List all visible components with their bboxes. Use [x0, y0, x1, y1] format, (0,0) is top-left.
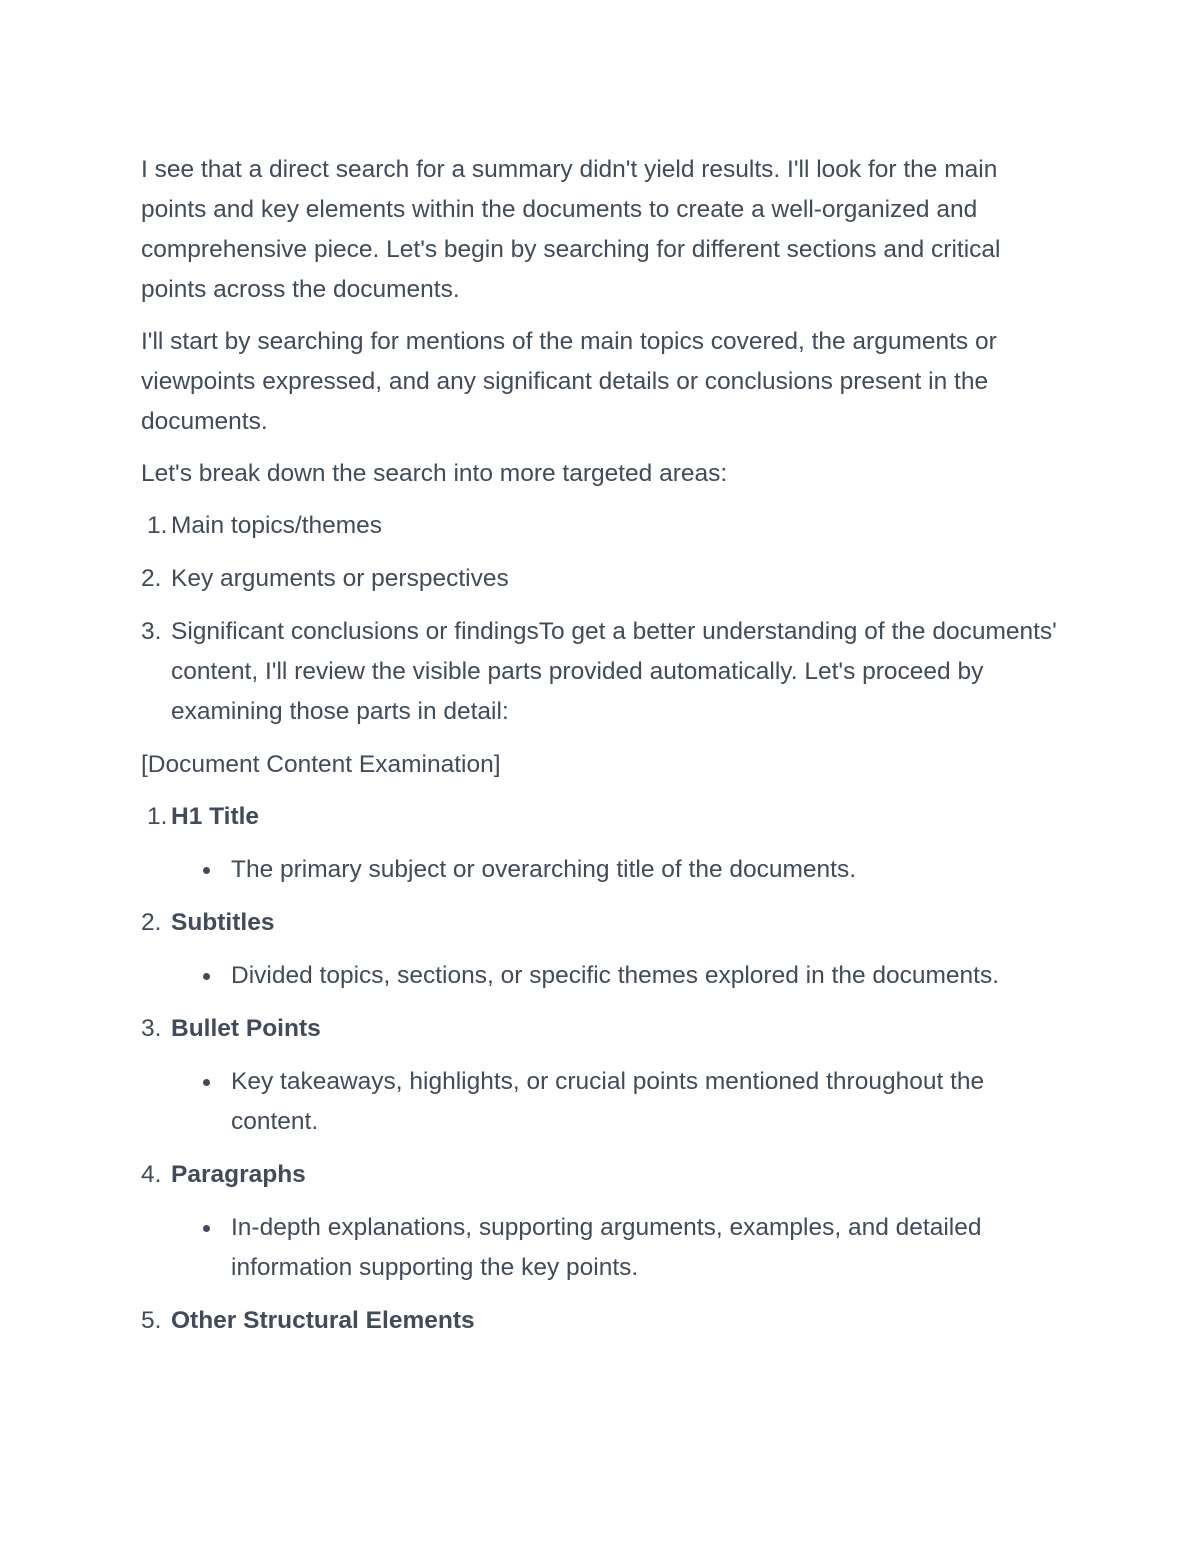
list-number: 3.: [141, 1015, 162, 1042]
list-item-text: Significant conclusions or findingsTo get a better understanding of the documents' content, I'll review the visible parts provided automatically. Let's proceed by examining those parts in detail:: [171, 618, 1057, 725]
list-number: 2.: [141, 909, 162, 936]
bullet-dot: [203, 867, 210, 874]
search-plan-paragraph: I'll start by searching for mentions of the main topics covered, the arguments or viewpoints expressed, and any significant details or conclusions present in the documents.: [141, 328, 997, 435]
element-title: Subtitles: [171, 909, 275, 936]
bullet-dot: [203, 973, 210, 980]
list-number: 2.: [141, 565, 162, 592]
bullet-item: [171, 956, 1061, 996]
list-item: [141, 1155, 1061, 1288]
bullet-dot: [203, 1079, 210, 1086]
element-title: Paragraphs: [171, 1161, 306, 1188]
list-item: [141, 903, 1061, 996]
bullet-text: The primary subject or overarching title of the documents.: [231, 856, 857, 883]
list-number: 1.: [147, 512, 168, 539]
bullet-text: In-depth explanations, supporting arguments, examples, and detailed information supporting the key points.: [231, 1214, 982, 1281]
list-item-text: Key arguments or perspectives: [171, 565, 509, 592]
bullet-item: [171, 850, 1061, 890]
list-item: [141, 1009, 1061, 1142]
list-item: [141, 797, 1061, 890]
list-item: [141, 1301, 1061, 1341]
bullet-text: Divided topics, sections, or specific themes explored in the documents.: [231, 962, 1000, 989]
element-title: Bullet Points: [171, 1015, 321, 1042]
document-page: [141, 150, 1061, 1354]
search-areas-list: [141, 506, 1061, 732]
bullet-item: [171, 1062, 1061, 1142]
list-number: 4.: [141, 1161, 162, 1188]
element-title: Other Structural Elements: [171, 1307, 475, 1334]
list-number: 5.: [141, 1307, 162, 1334]
bullet-text: Key takeaways, highlights, or crucial points mentioned throughout the content.: [231, 1068, 985, 1135]
list-item: [141, 506, 1061, 546]
list-number: 1.: [147, 803, 168, 830]
bullet-item: [171, 1208, 1061, 1288]
list-number: 3.: [141, 618, 162, 645]
bullet-dot: [203, 1225, 210, 1232]
breakdown-paragraph: Let's break down the search into more targeted areas:: [141, 460, 728, 487]
list-item-text: Main topics/themes: [171, 512, 383, 539]
list-item: [141, 559, 1061, 599]
structural-elements-list: [141, 797, 1061, 1341]
list-item: [141, 612, 1061, 732]
examination-label: [Document Content Examination]: [141, 751, 501, 778]
intro-paragraph: I see that a direct search for a summary didn't yield results. I'll look for the main points and key elements within the documents to create a well-organized and comprehensive piece. Let's begin by searching for different sections and critical points across the documents.: [141, 156, 1001, 303]
element-title: H1 Title: [171, 803, 260, 830]
